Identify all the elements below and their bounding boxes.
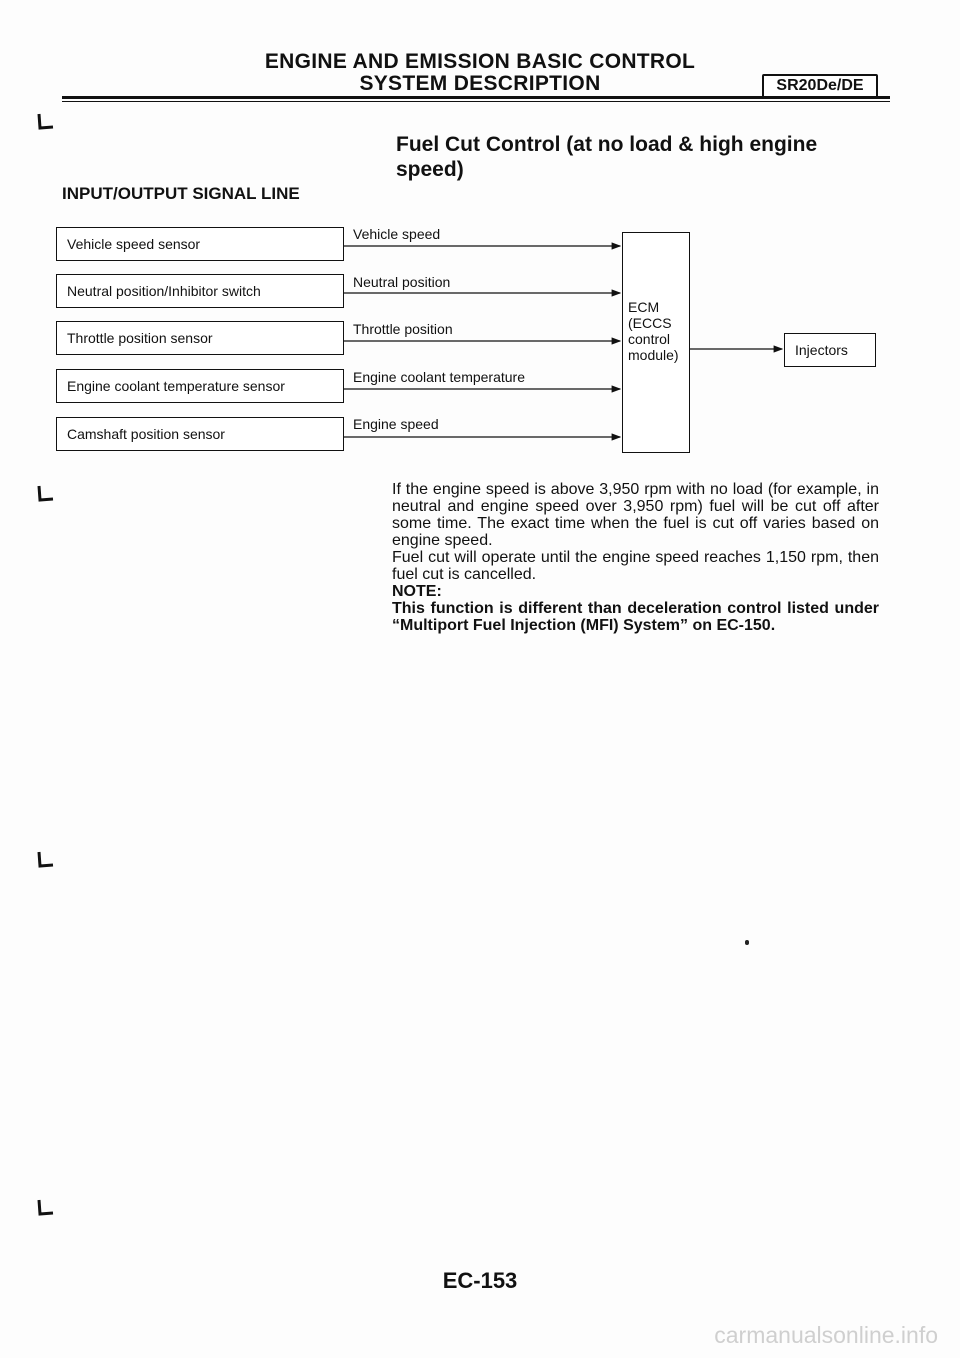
ecm-label-line: module): [628, 347, 679, 363]
page-header-line2: SYSTEM DESCRIPTION: [359, 72, 601, 95]
sensor-box-camshaft-position: Camshaft position sensor: [56, 417, 344, 451]
signal-label-neutral-position: Neutral position: [353, 274, 451, 290]
watermark-text: carmanualsonline.info: [714, 1322, 938, 1348]
header-rule: [62, 96, 890, 99]
sensor-box-vehicle-speed: Vehicle speed sensor: [56, 227, 344, 261]
binder-mark-icon: [36, 1198, 56, 1218]
page-number: EC-153: [442, 1268, 518, 1293]
description-paragraph: If the engine speed is above 3,950 rpm with no load (for example, in neutral and engine speed over 3,950 rpm) fuel will be cut off after some time. The exact time when the fuel is cut off varies based on engine speed.: [392, 481, 879, 549]
binder-mark-icon: [36, 850, 56, 870]
engine-model-badge: SR20De/DE: [762, 74, 878, 98]
signal-label-throttle-position: Throttle position: [353, 321, 453, 337]
ecm-label-line: ECM: [628, 299, 660, 315]
ecm-box: [622, 232, 690, 453]
sensor-box-throttle-position: Throttle position sensor: [56, 321, 344, 355]
description-text: [392, 481, 879, 634]
ecm-label-line: (ECCS: [628, 315, 672, 331]
description-paragraph: Fuel cut will operate until the engine speed reaches 1,150 rpm, then fuel cut is cancelled.: [392, 549, 879, 583]
signal-label-engine-speed: Engine speed: [353, 416, 439, 432]
section-title: Fuel Cut Control (at no load & high engine speed): [396, 133, 818, 181]
sensor-box-neutral-position: Neutral position/Inhibitor switch: [56, 274, 344, 308]
signal-label-vehicle-speed: Vehicle speed: [353, 226, 441, 242]
header-rule-thin: [62, 101, 890, 102]
stray-mark: [745, 940, 749, 945]
note-text: This function is different than deceleration control listed under “Multiport Fuel Injection (MFI) System” on EC-150.: [392, 600, 879, 634]
injectors-box: Injectors: [784, 333, 876, 367]
note-label: NOTE:: [392, 583, 442, 600]
signal-line-title: INPUT/OUTPUT SIGNAL LINE: [62, 184, 300, 203]
binder-mark-icon: [36, 112, 56, 132]
page-header-line1: ENGINE AND EMISSION BASIC CONTROL: [264, 50, 696, 73]
binder-mark-icon: [36, 484, 56, 504]
signal-label-coolant-temp: Engine coolant temperature: [353, 369, 525, 385]
ecm-label-line: control: [628, 331, 671, 347]
sensor-box-coolant-temp: Engine coolant temperature sensor: [56, 369, 344, 403]
